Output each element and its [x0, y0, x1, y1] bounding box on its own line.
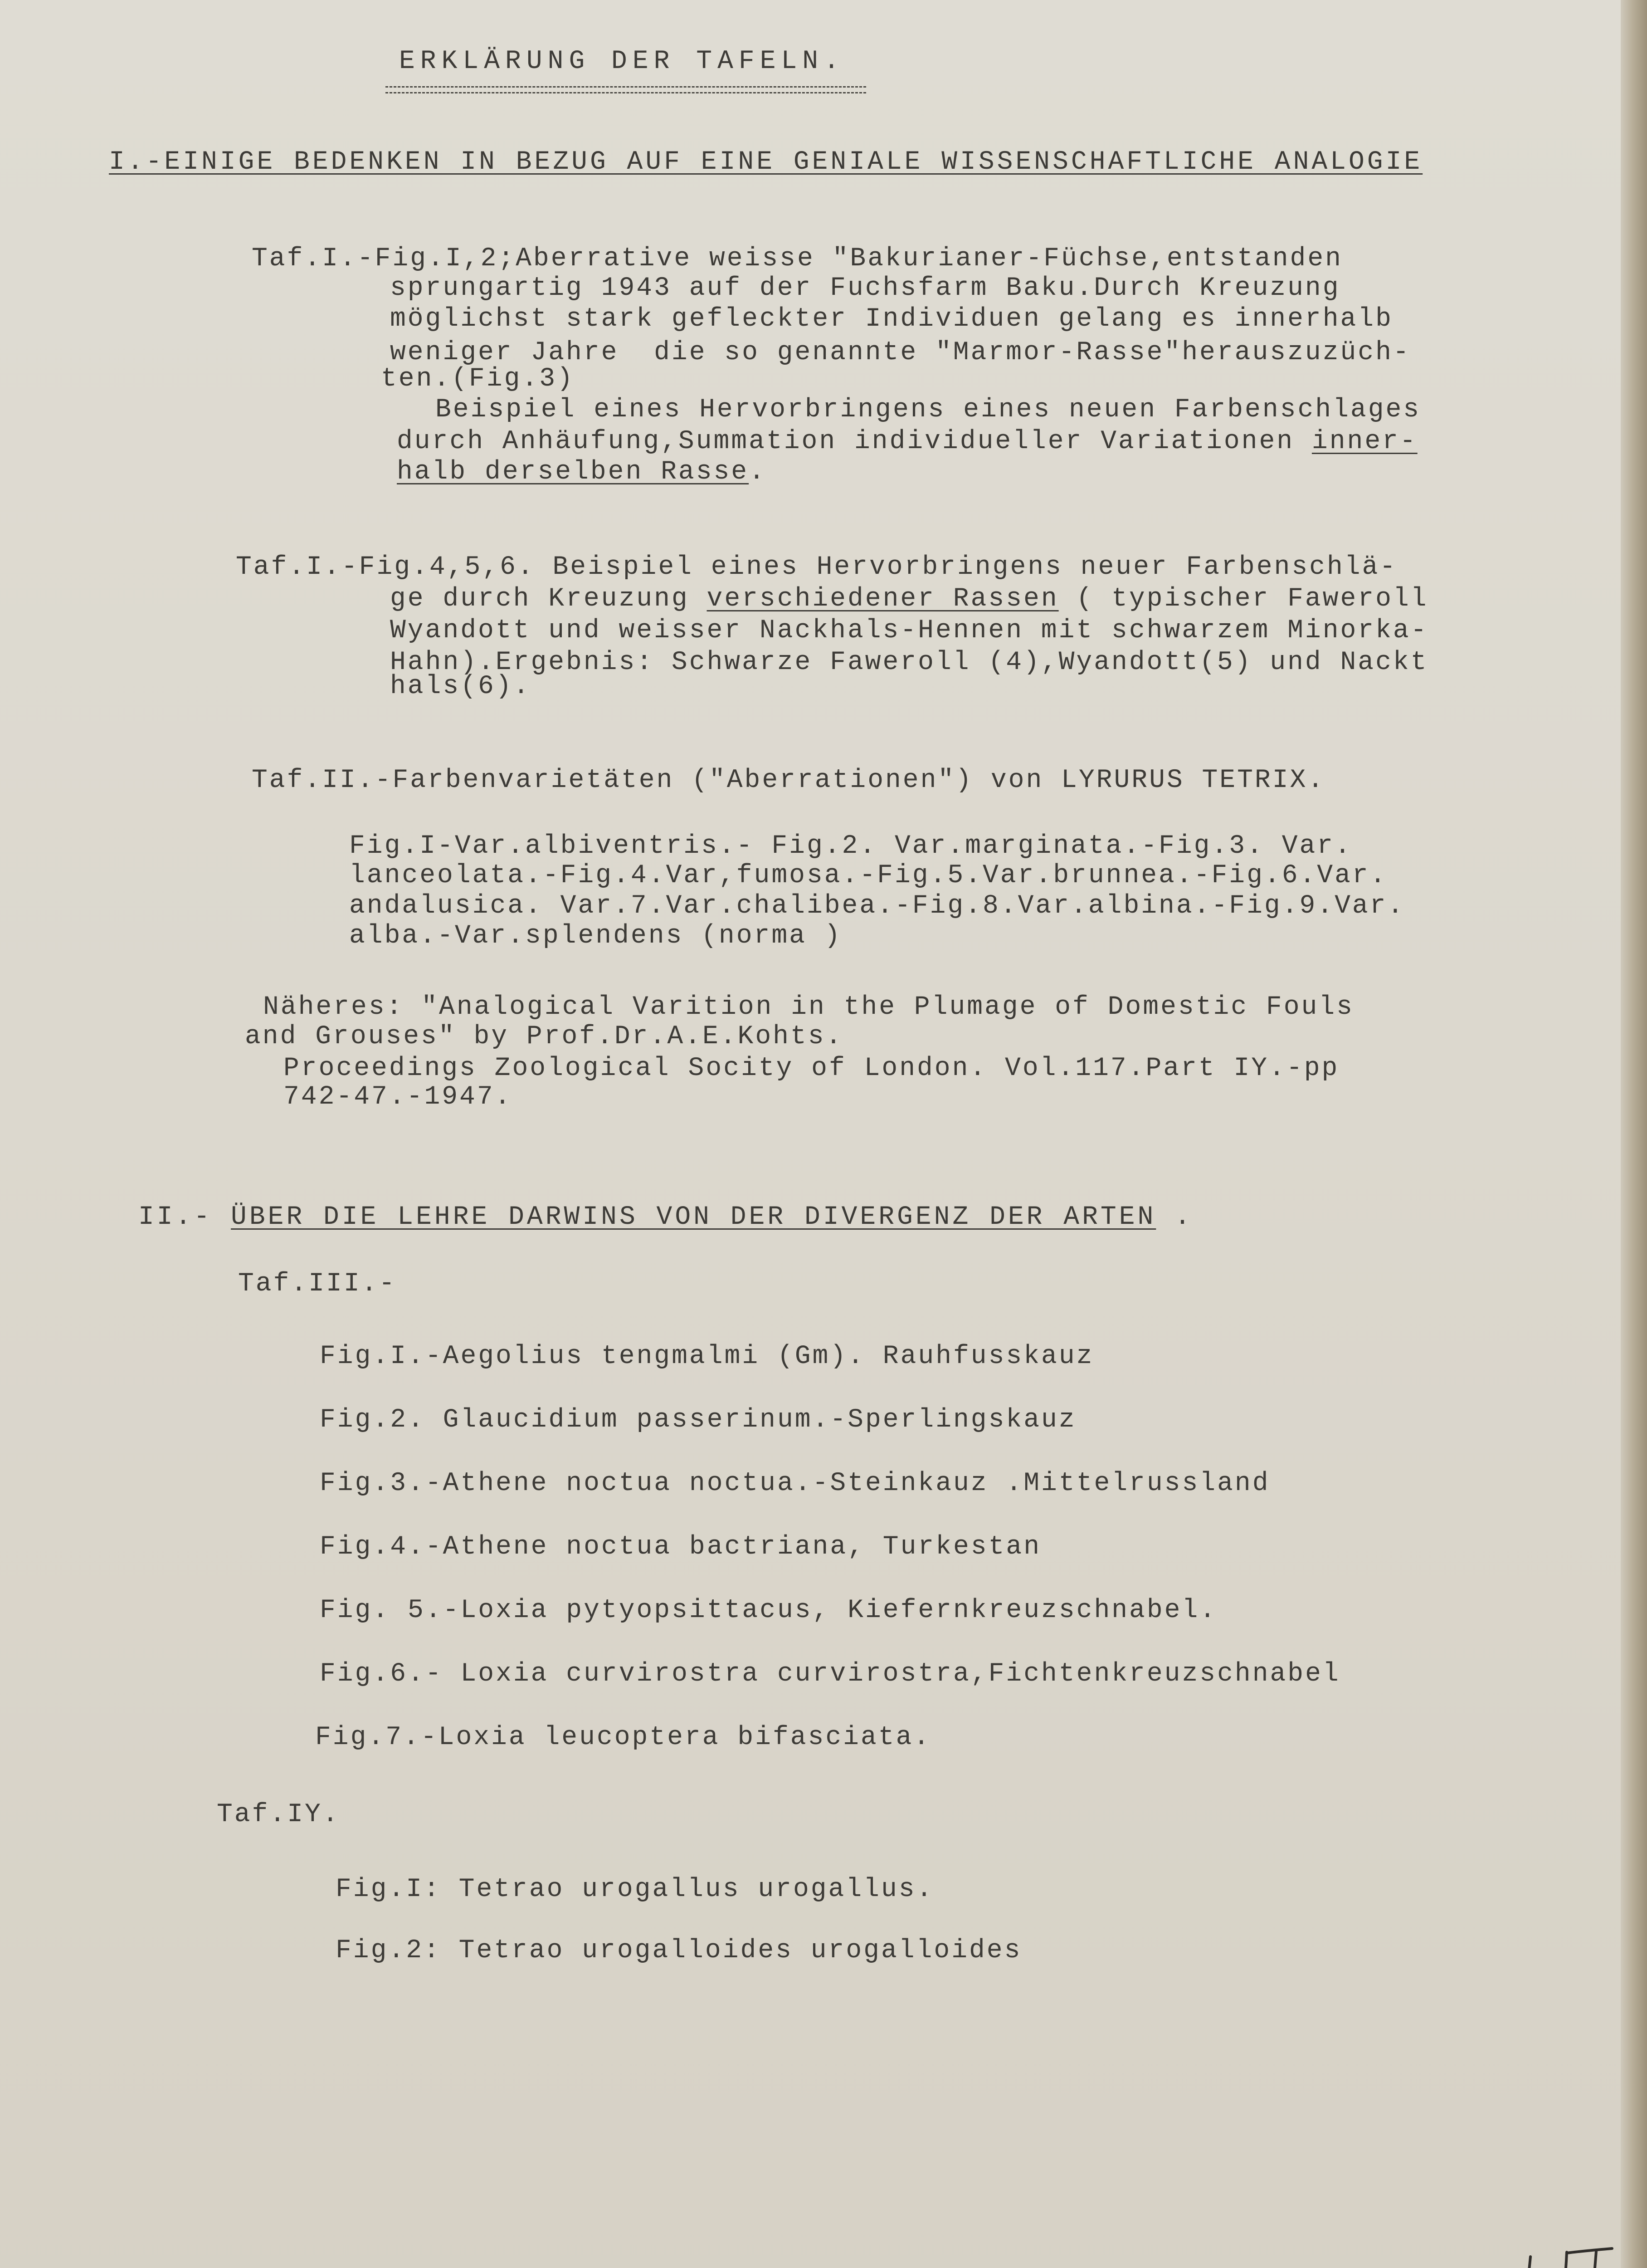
entry-1-line-8-underlined: halb derselben Rasse — [397, 457, 749, 487]
entry-2-line-3: Wyandott und weisser Nackhals-Hennen mit schwarzem Minorka- — [390, 616, 1428, 645]
plate-3-fig-3: Fig.3.-Athene noctua noctua.-Steinkauz .Mittelrussland — [320, 1469, 1270, 1498]
entry-1-line-8-end: . — [749, 457, 766, 487]
section-1-heading-text: I.-EINIGE BEDENKEN IN BEZUG AUF EINE GENIALE WISSENSCHAFTLICHE ANALOGIE — [109, 147, 1423, 177]
entry-3-line-4: andalusica. Var.7.Var.chalibea.-Fig.8.Var.albina.-Fig.9.Var. — [349, 891, 1405, 921]
entry-2-line-2-start: ge durch Kreuzung — [390, 584, 707, 614]
plate-4-label: Taf.IY. — [217, 1800, 340, 1829]
entry-1-line-2: sprungartig 1943 auf der Fuchsfarm Baku.Durch Kreuzung — [390, 274, 1340, 303]
entry-1-line-5: ten.(Fig.3) — [381, 364, 575, 394]
plate-3-fig-4: Fig.4.-Athene noctua bactriana, Turkestan — [320, 1532, 1042, 1562]
section-1-heading — [109, 146, 1423, 179]
entry-1-line-7 — [397, 425, 1418, 458]
entry-2-line-5: hals(6). — [390, 672, 531, 701]
entry-3-line-1: Taf.II.-Farbenvarietäten ("Aberrationen") von LYRURUS TETRIX. — [252, 766, 1325, 795]
entry-1-line-8 — [397, 456, 766, 489]
plate-3-fig-7: Fig.7.-Loxia leucoptera bifasciata. — [315, 1723, 931, 1752]
paper-right-edge — [1621, 0, 1647, 2268]
entry-1-line-6: Beispiel eines Hervorbringens eines neuen Farbenschlages — [435, 395, 1421, 425]
entry-2-line-2 — [390, 583, 1428, 616]
plate-3-fig-2: Fig.2. Glaucidium passerinum.-Sperlingskauz — [320, 1405, 1077, 1435]
plate-3-fig-1: Fig.I.-Aegolius tengmalmi (Gm). Rauhfusskauz — [320, 1342, 1094, 1371]
handwritten-signature — [1512, 2243, 1621, 2268]
entry-1-line-7-text: durch Anhäufung,Summation individueller Variationen — [397, 427, 1312, 456]
plate-3-fig-6: Fig.6.- Loxia curvirostra curvirostra,Fichtenkreuzschnabel — [320, 1659, 1340, 1689]
entry-3-line-5: alba.-Var.splendens (norma ) — [349, 921, 842, 951]
entry-2-line-1: Taf.I.-Fig.4,5,6. Beispiel eines Hervorbringens neuer Farbenschlä- — [236, 552, 1398, 582]
entry-3-line-3: lanceolata.-Fig.4.Var,fumosa.-Fig.5.Var.brunnea.-Fig.6.Var. — [349, 861, 1388, 890]
reference-line-4: 742-47.-1947. — [283, 1082, 512, 1112]
entry-1-line-1: Taf.I.-Fig.I,2;Aberrative weisse "Bakurianer-Füchse,entstanden — [252, 244, 1343, 274]
entry-2-line-2-underlined: verschiedener Rassen — [707, 584, 1059, 614]
section-2-heading-text: ÜBER DIE LEHRE DARWINS VON DER DIVERGENZ DER ARTEN — [231, 1202, 1156, 1232]
plate-4-fig-1: Fig.I: Tetrao urogallus urogallus. — [336, 1875, 934, 1904]
plate-3-fig-5: Fig. 5.-Loxia pytyopsittacus, Kiefernkreuzschnabel. — [320, 1596, 1218, 1625]
plate-3-label: Taf.III.- — [238, 1269, 397, 1299]
entry-1-line-4: weniger Jahre die so genannte "Marmor-Rasse"herauszuzüch- — [390, 338, 1411, 367]
section-2-number: II.- — [138, 1202, 231, 1232]
reference-line-3: Proceedings Zoological Socity of London. Vol.117.Part IY.-pp — [283, 1054, 1340, 1083]
title-double-rule — [385, 86, 866, 93]
entry-2-line-4: Hahn).Ergebnis: Schwarze Faweroll (4),Wyandott(5) und Nackt — [390, 648, 1428, 677]
entry-1-line-3: möglichst stark gefleckter Individuen gelang es innerhalb — [390, 304, 1393, 334]
plate-4-fig-2: Fig.2: Tetrao urogalloides urogalloides — [336, 1936, 1022, 1965]
reference-line-2: and Grouses" by Prof.Dr.A.E.Kohts. — [245, 1022, 843, 1051]
entry-1-line-7-underlined: inner- — [1311, 427, 1418, 456]
page-title: ERKLÄRUNG DER TAFELN. — [399, 47, 845, 76]
reference-line-1: Näheres: "Analogical Varition in the Plumage of Domestic Fouls — [263, 992, 1354, 1022]
section-2-heading-end: . — [1156, 1202, 1193, 1232]
entry-2-line-2-end: ( typischer Faweroll — [1058, 584, 1428, 614]
entry-3-line-2: Fig.I-Var.albiventris.- Fig.2. Var.marginata.-Fig.3. Var. — [349, 831, 1352, 861]
section-2-heading — [138, 1201, 1193, 1234]
